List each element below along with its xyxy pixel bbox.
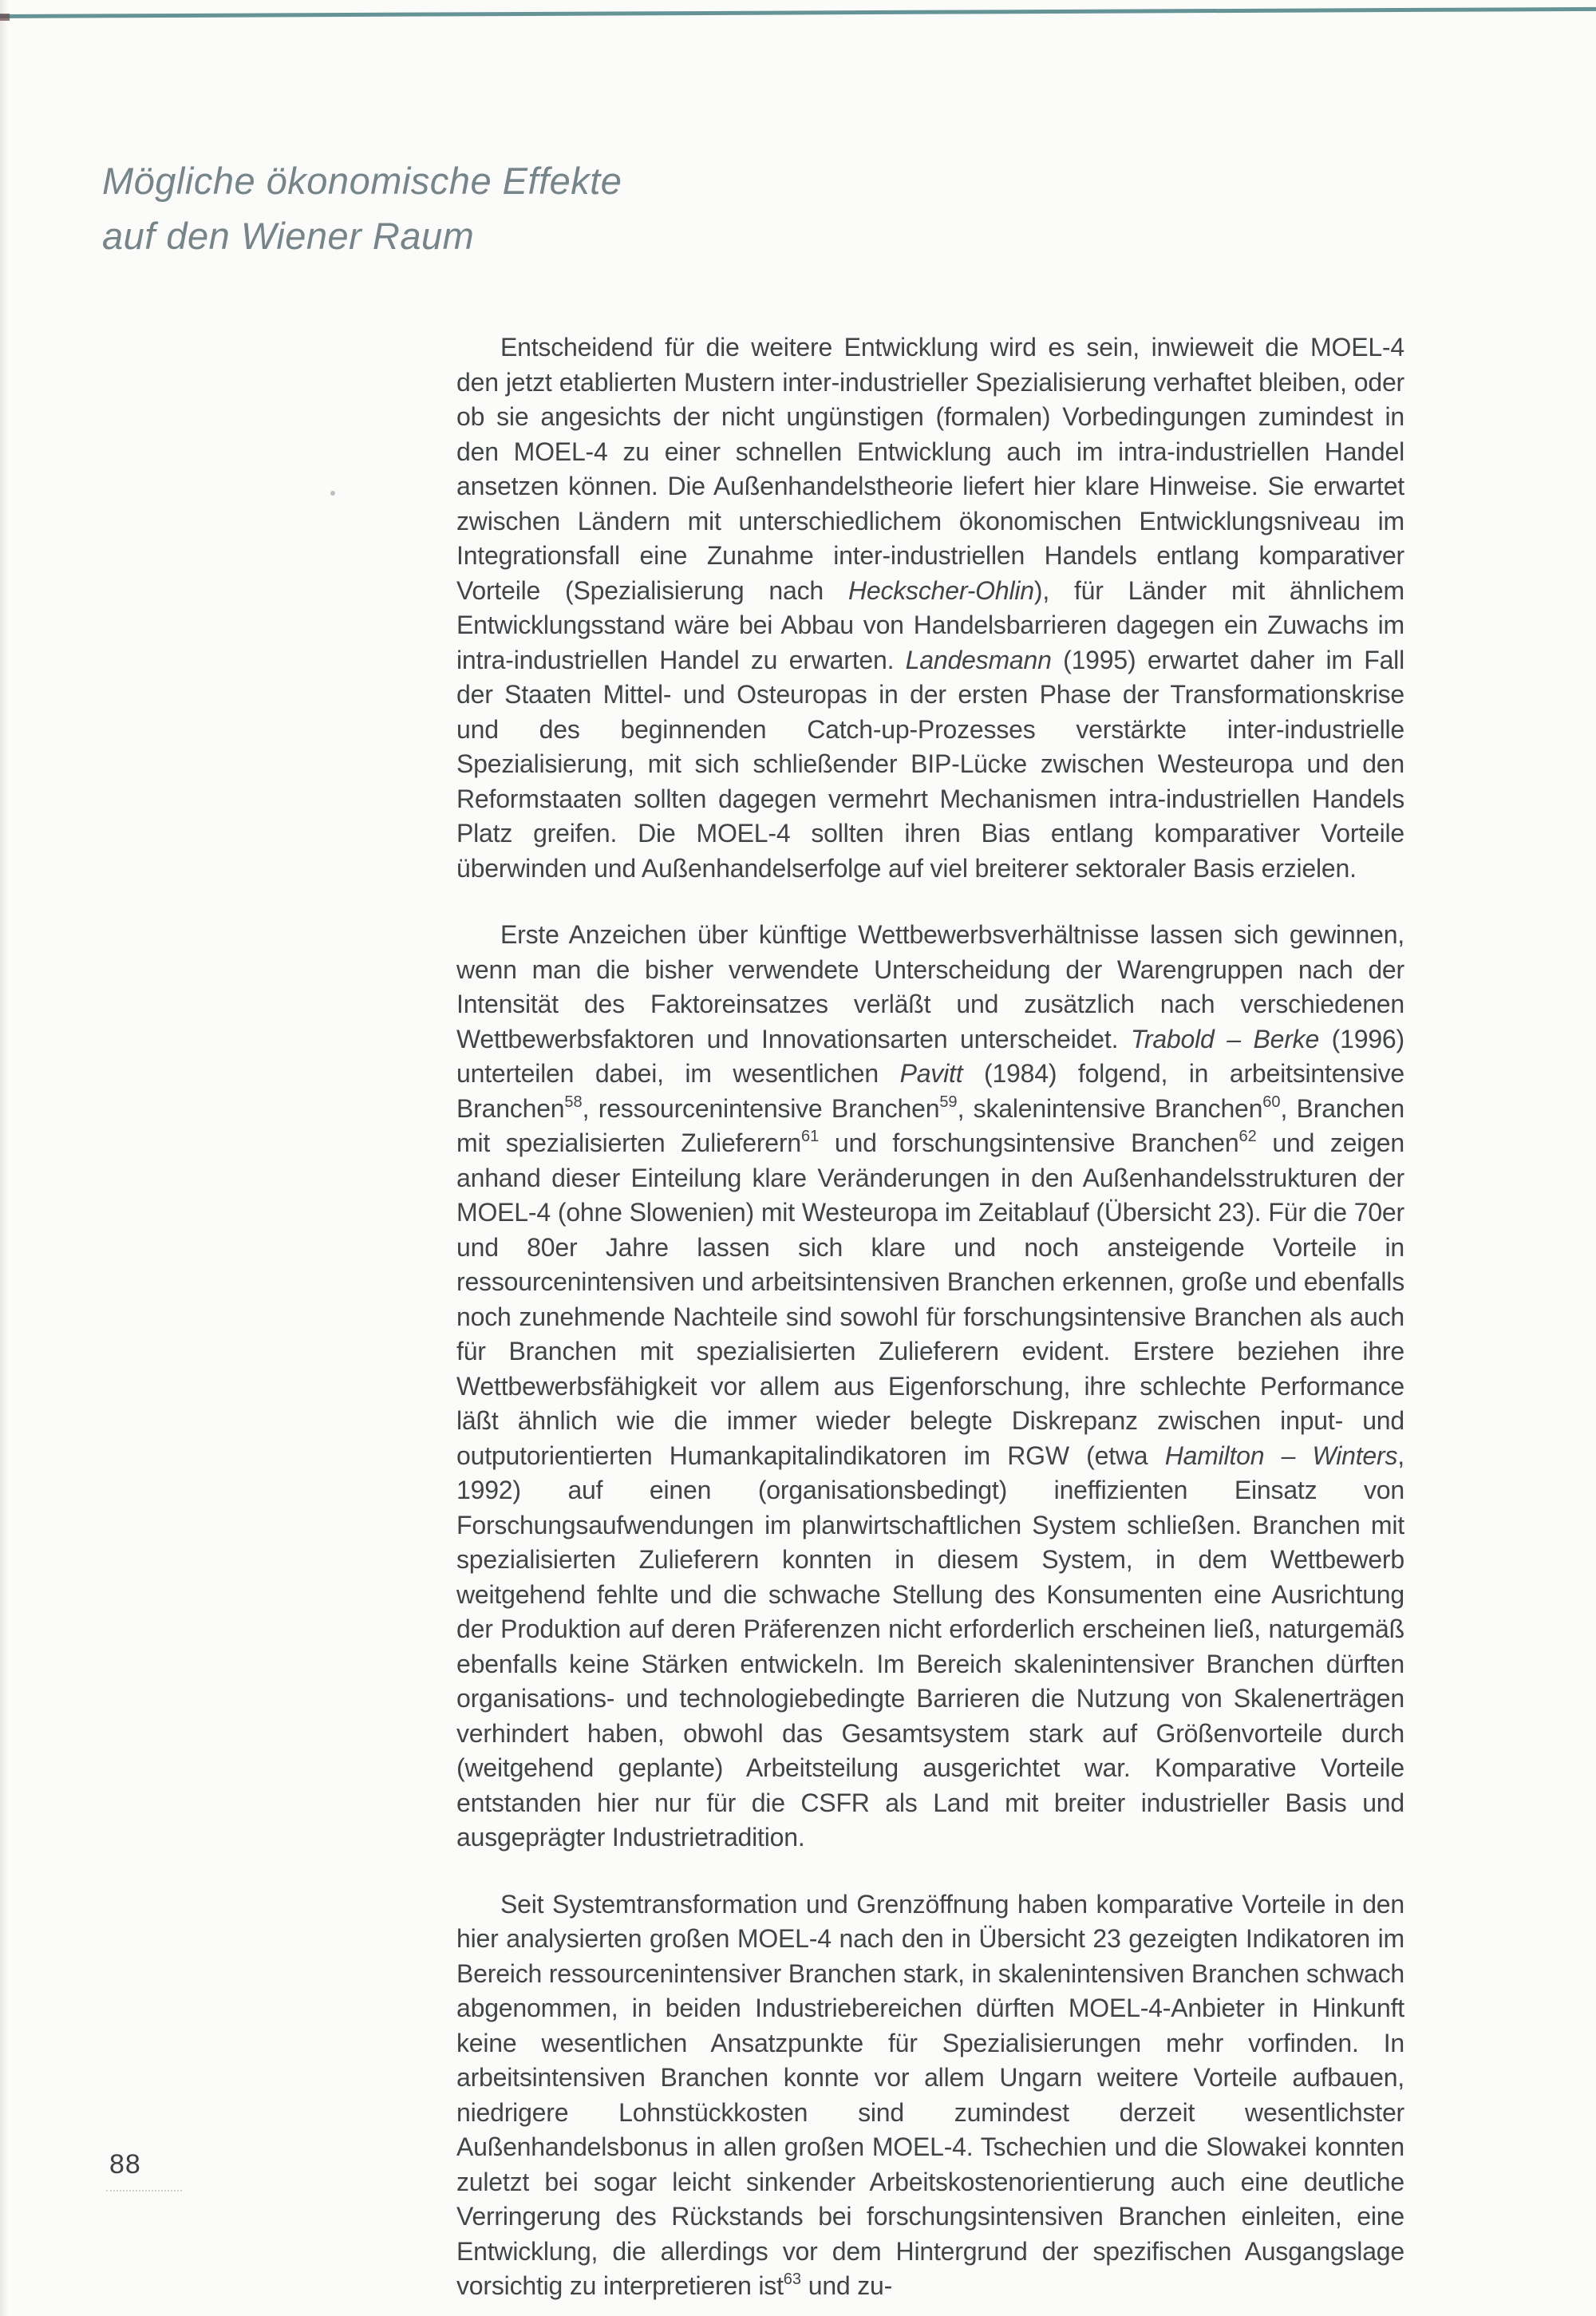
footnote-ref: 63 [783, 2271, 802, 2288]
text-segment: Seit Systemtransformation und Grenzöffnung haben komparative Vorteile in den hier analysierten großen MOEL-4 nach den in Übersicht 23 gezeigten Indikatoren im Bereich ressourcenintensiver Branchen stark, in skalenintensiven Branchen schwach abgenommen, in beiden Industriebereichen dürften MOEL-4-Anbieter in Hinkunft keine wesentlichen Ansatzpunkte für Spezialisierungen mehr vorfinden. In arbeitsintensiven Branchen konnte vor allem Ungarn weitere Vorteile aufbauen, niedrigere Lohnstückkosten sind zumindest derzeit wesentlichster Außenhandelsbonus in allen großen MOEL-4. Tschechien und die Slowakei konnten zuletzt bei sogar leicht sinkender Arbeitskostenorientierung auch eine deutliche Verringerung des Rückstands bei forschungsintensiven Branchen einleiten, eine Entwicklung, die allerdings vor dem Hintergrund der spezifischen Ausgangslage vorsichtig zu interpretieren ist [456, 1889, 1404, 2300]
text-segment: Erste Anzeichen über künftige Wettbewerbsverhältnisse lassen sich gewinnen, wenn man die bisher verwendete Unterscheidung der Warengruppen nach der Intensität des Faktoreinsatzes verläßt und zusätzlich nach verschiedenen Wettbewerbsfaktoren und Innovationsarten unterscheidet. [456, 920, 1404, 1053]
text-segment: Hamilton – Winters [1164, 1441, 1398, 1470]
top-rule-end-mark [0, 14, 10, 21]
footnote-ref: 62 [1238, 1128, 1257, 1145]
heading-line-1: Mögliche ökonomische Effekte [102, 160, 622, 202]
footnote-ref: 61 [800, 1128, 820, 1145]
text-segment: Entscheidend für die weitere Entwicklung wird es sein, inwieweit die MOEL-4 den jetzt etablierten Mustern inter-industrieller Spezialisierung verhaftet bleiben, oder ob sie angesichts der nicht ungünstigen (formalen) Vorbedingungen zumindest in den MOEL-4 zu einer schnellen Entwicklung auch im intra-industriellen Handel ansetzen können. Die Außenhandelstheorie liefert hier klare Hinweise. Sie erwartet zwischen Ländern mit unterschiedlichem ökonomischen Entwicklungsniveau im Integrationsfall eine Zunahme inter-industriellen Handels entlang komparativer Vorteile (Spezialisierung nach [456, 333, 1404, 605]
text-segment: (1996) unterteilen dabei, im wesentlichen [456, 1024, 1404, 1088]
text-segment: und zu- [801, 2271, 893, 2300]
body-paragraph [456, 1887, 1404, 2304]
text-segment: ), für Länder mit ähnlichem Entwicklungsstand wäre bei Abbau von Handelsbarrieren dagegen ein Zuwachs im intra-industriellen Handel zu erwarten. [456, 575, 1404, 674]
page-number: 88 [109, 2149, 141, 2180]
body-paragraph [456, 330, 1404, 886]
text-segment: Pavitt [899, 1059, 963, 1088]
page-heading [102, 153, 622, 263]
footnote-ref: 59 [939, 1093, 958, 1111]
text-segment: (1984) folgend, in arbeitsintensive Branchen [456, 1059, 1404, 1123]
text-segment: , skalenintensive Branchen [957, 1093, 1263, 1123]
heading-line-2: auf den Wiener Raum [102, 215, 475, 257]
text-segment: , 1992) auf einen (organisationsbedingt) ineffizienten Einsatz von Forschungsaufwendungen im planwirtschaftlichen System schließen. Branchen mit spezialisierten Zulieferern konnten in diesem System, in dem Wettbewerb weitgehend fehlte und die schwache Stellung des Konsumenten eine Ausrichtung der Produktion auf deren Präferenzen nicht erforderlich erscheinen ließ, naturgemäß ebenfalls keine Stärken entwickeln. Im Bereich skalenintensiver Branchen dürften organisations- und technologiebedingte Barrieren die Nutzung von Skalenerträgen verhindert haben, obwohl das Gesamtsystem stark auf Größenvorteile durch (weitgehend geplante) Arbeitsteilung ausgerichtet war. Komparative Vorteile entstanden hier nur für die CSFR als Land mit breiter industrieller Basis und ausgeprägter Industrietradition. [456, 1441, 1404, 1852]
top-rule [0, 7, 1596, 18]
text-segment: , Branchen mit spezialisierten Zulieferern [456, 1093, 1404, 1157]
text-segment: (1995) erwartet daher im Fall der Staaten Mittel- und Osteuropas in der ersten Phase der Transformationskrise und des beginnenden Catch-up-Prozesses verstärkte inter-industrielle Spezialisierung, mit sich schließender BIP-Lücke zwischen Westeuropa und den Reformstaaten sollten dagegen vermehrt Mechanismen intra-industriellen Handels Platz greifen. Die MOEL-4 sollten ihren Bias entlang komparativer Vorteile überwinden und Außenhandelserfolge auf viel breiterer sektoraler Basis erzielen. [456, 645, 1404, 883]
page-edge-shadow [0, 0, 8, 2316]
text-segment: , ressourcenintensive Branchen [582, 1093, 940, 1123]
text-segment: Heckscher-Ohlin [847, 575, 1034, 605]
body-paragraph [456, 918, 1404, 1856]
text-segment: und forschungsintensive Branchen [819, 1128, 1239, 1157]
page-number-rule [106, 2190, 182, 2192]
footnote-ref: 58 [564, 1093, 583, 1111]
margin-speck [330, 491, 335, 496]
text-segment: und zeigen anhand dieser Einteilung klare Veränderungen in den Außenhandelsstrukturen der MOEL-4 (ohne Slowenien) mit Westeuropa im Zeitablauf (Übersicht 23). Für die 70er und 80er Jahre lassen sich klare und noch ansteigende Vorteile in ressourcenintensiven und arbeitsintensiven Branchen erkennen, große und ebenfalls noch zunehmende Nachteile sind sowohl für forschungsintensive Branchen als auch für Branchen mit spezialisierten Zulieferern evident. Erstere beziehen ihre Wettbewerbsfähigkeit vor allem aus Eigenforschung, ihre schlechte Performance läßt ähnlich wie die immer wieder belegte Diskrepanz zwischen input- und outputorientierten Humankapitalindikatoren im RGW (etwa [456, 1128, 1404, 1470]
body-text [456, 330, 1404, 2304]
text-segment: Trabold – Berke [1130, 1024, 1320, 1053]
text-segment: Landesmann [905, 645, 1052, 674]
footnote-ref: 60 [1262, 1093, 1281, 1111]
